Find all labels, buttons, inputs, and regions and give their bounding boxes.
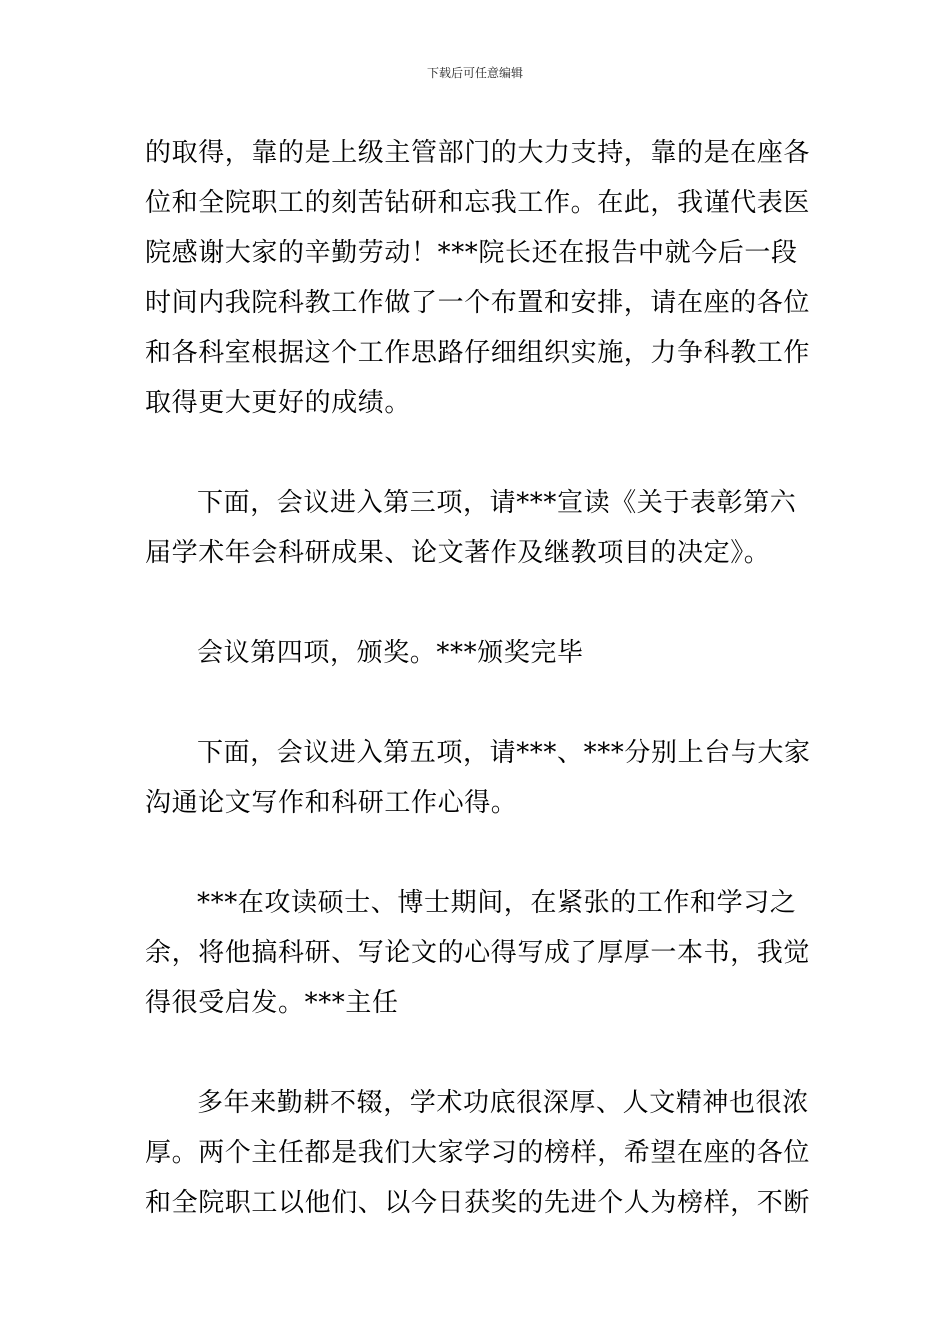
paragraph-1: 的取得，靠的是上级主管部门的大力支持，靠的是在座各位和全院职工的刻苦钻研和忘我工作。在此，我谨代表医院感谢大家的辛勤劳动！***院长还在报告中就今后一段时间内我院科教工作做了一个布置和安排，请在座的各位和各科室根据这个工作思路仔细组织实施，力争科教工作取得更大更好的成绩。 — [145, 138, 811, 418]
paragraph-gap — [145, 578, 815, 628]
paragraph-gap — [145, 1028, 815, 1078]
paragraph-gap — [145, 828, 815, 878]
paragraph-5: ***在攻读硕士、博士期间，在紧张的工作和学习之余，将他搞科研、写论文的心得写成了厚厚一本书，我觉得很受启发。***主任 — [145, 888, 811, 1018]
document-body — [145, 128, 815, 1228]
page-header: 下载后可任意编辑 — [426, 66, 523, 80]
paragraph-gap — [145, 428, 815, 478]
paragraph-6: 多年来勤耕不辍，学术功底很深厚、人文精神也很浓厚。两个主任都是我们大家学习的榜样，希望在座的各位和全院职工以他们、以今日获奖的先进个人为榜样，不断 — [145, 1088, 811, 1218]
paragraph-gap — [145, 678, 815, 728]
paragraph-3: 会议第四项，颁奖。***颁奖完毕 — [197, 638, 584, 668]
paragraph-4: 下面，会议进入第五项，请***、***分别上台与大家沟通论文写作和科研工作心得。 — [145, 738, 811, 818]
paragraph-2: 下面，会议进入第三项，请***宣读《关于表彰第六届学术年会科研成果、论文著作及继教项目的决定》。 — [145, 488, 797, 568]
